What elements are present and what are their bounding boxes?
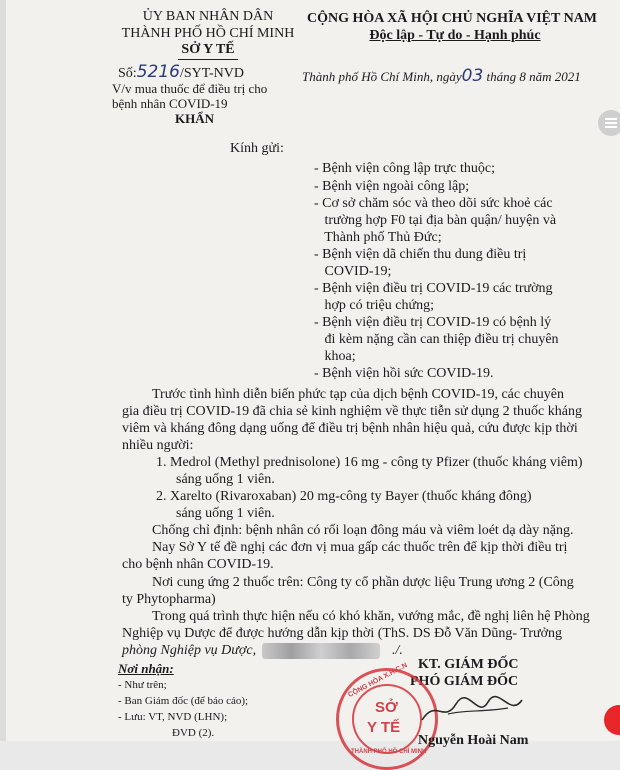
recipient-item: trường hợp F0 tại địa bàn quận/ huyện và: [314, 213, 557, 228]
recipient-item: - Bệnh viện công lập trực thuộc;: [314, 161, 495, 176]
drug-item-2: 2. Xarelto (Rivaroxaban) 20 mg-công ty Bayer (thuốc kháng đông): [156, 489, 532, 504]
menu-icon[interactable]: [598, 110, 620, 136]
footer-recipient-item: - Như trên;: [118, 679, 167, 691]
body-tail: ./.: [392, 643, 403, 658]
footer-recipients-title: Nơi nhận:: [118, 661, 174, 676]
body-paragraph-line: gia điều trị COVID-19 đã chia sẻ kinh nghiệm về thực tiễn sử dụng 2 thuốc kháng: [122, 404, 582, 419]
redacted-contact: [262, 643, 380, 659]
date-suffix: tháng 8 năm 2021: [486, 69, 581, 84]
body-paragraph-line: Nghiệp vụ Dược để được hướng dẫn kịp thời (ThS. DS Đỗ Văn Dũng- Trưởng: [122, 626, 563, 641]
stamp-center-line-2: Y TẾ: [367, 719, 401, 736]
body-paragraph-line: nhiều người:: [122, 438, 194, 453]
stamp-center-line-1: SỞ: [375, 699, 398, 716]
contraindication: Chống chỉ định: bệnh nhân có rối loạn đông máu và viêm loét dạ dày nặng.: [152, 523, 574, 538]
recipient-item: đi kèm nặng cần can thiệp điều trị chuyên: [314, 332, 559, 347]
document-date: [302, 68, 581, 85]
salutation: Kính gửi:: [230, 141, 284, 156]
body-paragraph-line: phòng Nghiệp vụ Dược,: [122, 643, 257, 658]
recipient-item: - Cơ sở chăm sóc và theo dõi sức khoẻ các: [314, 196, 553, 211]
doc-number: [118, 64, 244, 81]
department-name: SỞ Y TẾ: [181, 42, 235, 57]
body-paragraph-line: ty Phytopharma): [122, 592, 216, 607]
recipient-item: hợp có triệu chứng;: [314, 298, 434, 313]
recipient-item: khoa;: [314, 349, 356, 364]
date-day-handwritten: 03: [461, 66, 484, 86]
doc-number-prefix: Số:: [118, 66, 137, 81]
doc-number-handwritten: 5216: [136, 62, 180, 82]
agency-name: ỦY BAN NHÂN DÂN: [142, 9, 274, 24]
page-left-edge: [0, 0, 6, 741]
body-paragraph-line: Nơi cung ứng 2 thuốc trên: Công ty cổ phần dược liệu Trung ương 2 (Công: [152, 575, 574, 590]
nation-title: CỘNG HÒA XÃ HỘI CHỦ NGHĨA VIỆT NAM: [307, 11, 598, 26]
recipient-item: - Bệnh viện điều trị COVID-19 có bệnh lý: [314, 315, 552, 330]
recipient-item: Thành phố Thủ Đức;: [314, 230, 442, 245]
recipient-item: - Bệnh viện hồi sức COVID-19.: [314, 366, 494, 381]
subject-line-1: V/v mua thuốc để điều trị cho: [112, 81, 268, 96]
recipient-item: - Bệnh viện dã chiến thu dung điều trị: [314, 247, 527, 262]
handwritten-signature: [418, 690, 528, 730]
department-underline: [178, 59, 238, 60]
notification-icon[interactable]: [604, 705, 620, 735]
nation-motto: Độc lập - Tự do - Hạnh phúc: [369, 28, 541, 43]
signature-title-1: KT. GIÁM ĐỐC: [418, 657, 519, 672]
recipient-item: - Bệnh viện điều trị COVID-19 các trường: [314, 281, 553, 296]
drug-item-1-dose: sáng uống 1 viên.: [176, 472, 275, 487]
footer-recipient-item: - Ban Giám đốc (để báo cáo);: [118, 695, 249, 707]
signatory-name: Nguyễn Hoài Nam: [418, 733, 529, 748]
date-prefix: Thành phố Hồ Chí Minh, ngày: [302, 69, 462, 84]
city-name: THÀNH PHỐ HỒ CHÍ MINH: [121, 26, 295, 41]
body-paragraph-line: Trong quá trình thực hiện nếu có khó khăn, vướng mắc, đề nghị liên hệ Phòng: [152, 609, 590, 624]
body-paragraph-line: cho bệnh nhân COVID-19.: [122, 557, 274, 572]
recipient-item: - Bệnh viện ngoài công lập;: [314, 179, 470, 194]
footer-recipient-item: ĐVD (2).: [172, 727, 215, 739]
stamp-ring-text: CỘNG HÒA X.H.C.N: [347, 661, 409, 700]
body-paragraph-line: Nay Sở Y tế đề nghị các đơn vị mua gấp các thuốc trên để kịp thời điều trị: [152, 540, 568, 555]
footer-recipient-item: - Lưu: VT, NVD (LHN);: [118, 711, 228, 723]
urgency-label: KHẨN: [175, 111, 214, 126]
recipient-item: COVID-19;: [314, 264, 392, 279]
body-paragraph-line: viêm và kháng đông dạng uống để điều trị bệnh nhân hiệu quả, cứu được kịp thời: [122, 421, 578, 436]
drug-item-2-dose: sáng uống 1 viên.: [176, 506, 275, 521]
stamp-bottom-text: THÀNH PHỐ HỒ CHÍ MINH: [351, 749, 427, 755]
drug-item-1: 1. Medrol (Methyl prednisolone) 16 mg - công ty Pfizer (thuốc kháng viêm): [156, 455, 583, 470]
signature-title-2: PHÓ GIÁM ĐỐC: [410, 674, 519, 689]
doc-number-suffix: /SYT-NVD: [179, 66, 244, 81]
subject-line-2: bệnh nhân COVID-19: [112, 96, 228, 111]
body-paragraph-line: Trước tình hình diễn biến phức tạp của dịch bệnh COVID-19, các chuyên: [152, 387, 565, 402]
